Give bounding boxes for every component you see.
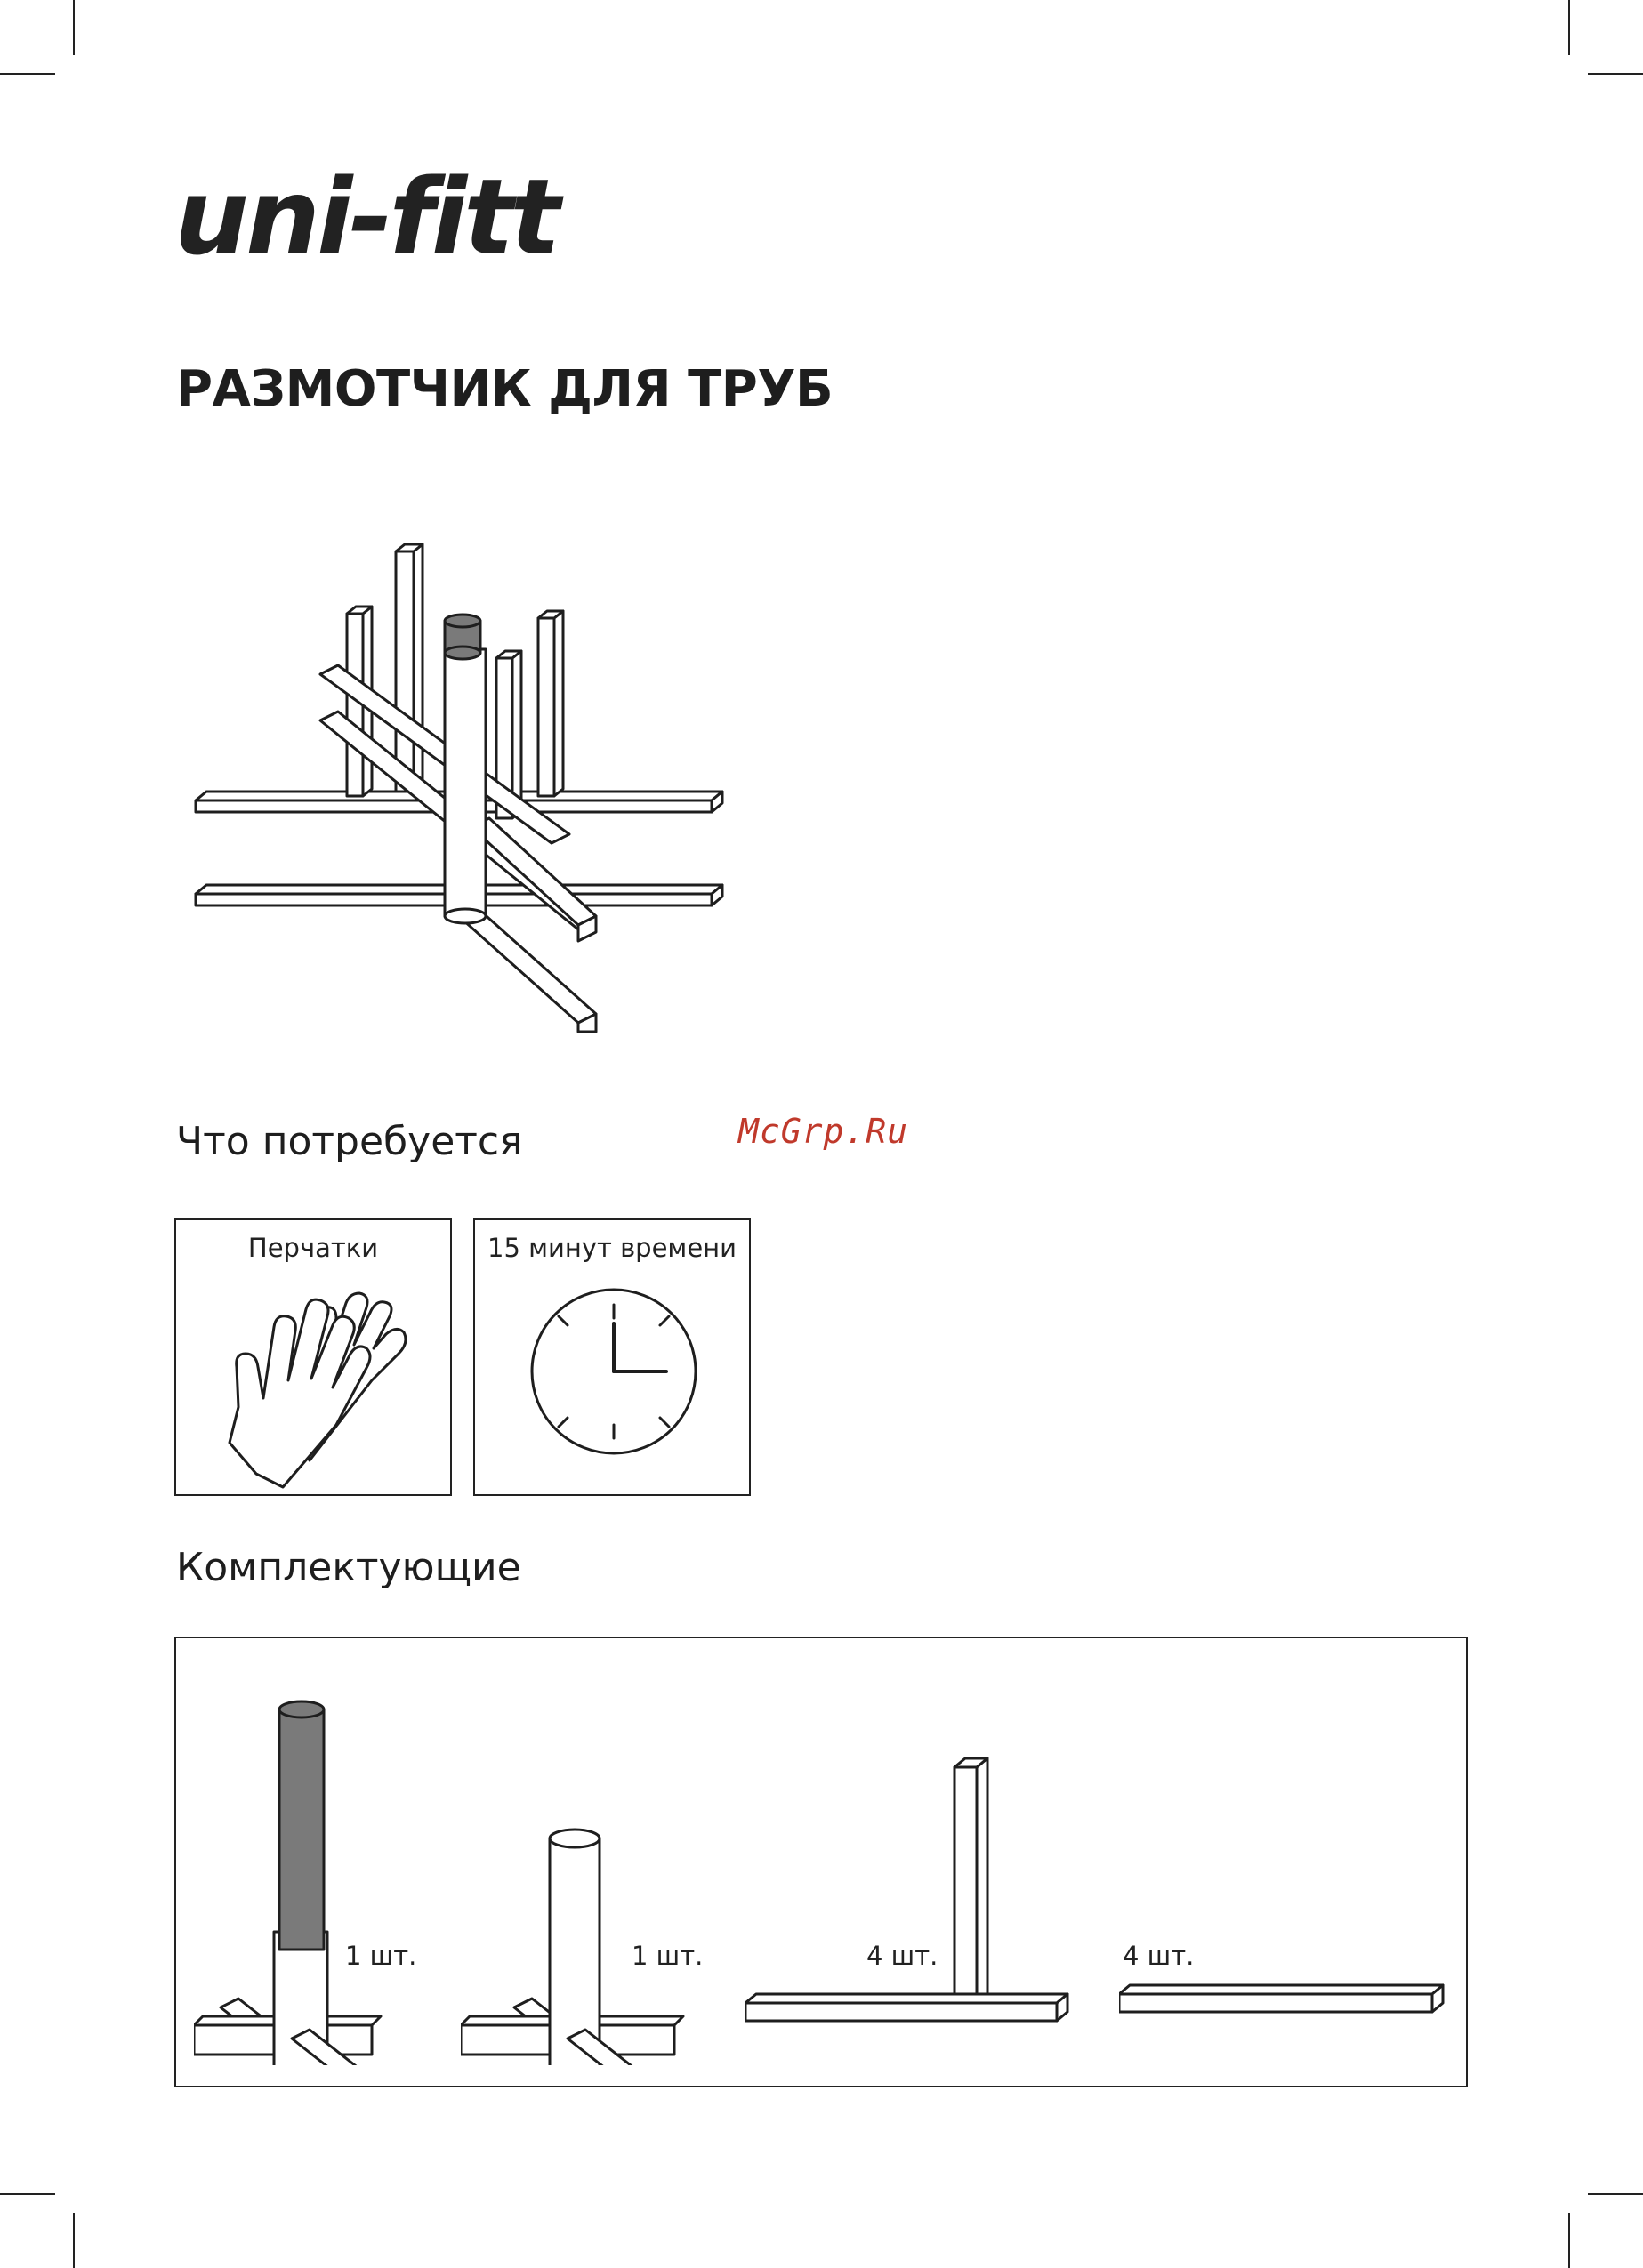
crop-mark [1568,0,1570,55]
crop-mark [73,0,75,55]
crop-mark [73,2213,75,2268]
crop-mark [0,2193,55,2195]
crop-mark [0,73,55,75]
straight-bar-icon [1119,1976,1448,2030]
base-with-light-pipe-icon [461,1674,692,2065]
component-qty: 4 шт. [1123,1941,1195,1971]
pipe-unwinder-illustration [178,534,747,1050]
components-heading: Комплектующие [176,1545,521,1590]
crop-mark [1568,2213,1570,2268]
requirements-heading: Что потребуется [176,1119,523,1164]
requirement-label: 15 минут времени [487,1233,737,1263]
crop-mark [1588,2193,1643,2195]
clock-icon [475,1220,753,1498]
watermark: McGrp.Ru [738,1112,909,1151]
requirement-time [473,1218,751,1496]
brand-logo: uni-fitt [174,156,558,278]
gloves-icon [176,1220,454,1498]
component-qty: 1 шт. [632,1941,704,1971]
requirement-gloves [174,1218,452,1496]
base-with-dark-pipe-icon [194,1674,407,2065]
page-title: РАЗМОТЧИК ДЛЯ ТРУБ [176,360,834,418]
crop-mark [1588,73,1643,75]
component-qty: 4 шт. [866,1941,938,1971]
requirement-label: Перчатки [247,1233,379,1263]
l-bracket-icon [745,1745,1083,2030]
components-box [174,1637,1468,2087]
component-qty: 1 шт. [345,1941,417,1971]
